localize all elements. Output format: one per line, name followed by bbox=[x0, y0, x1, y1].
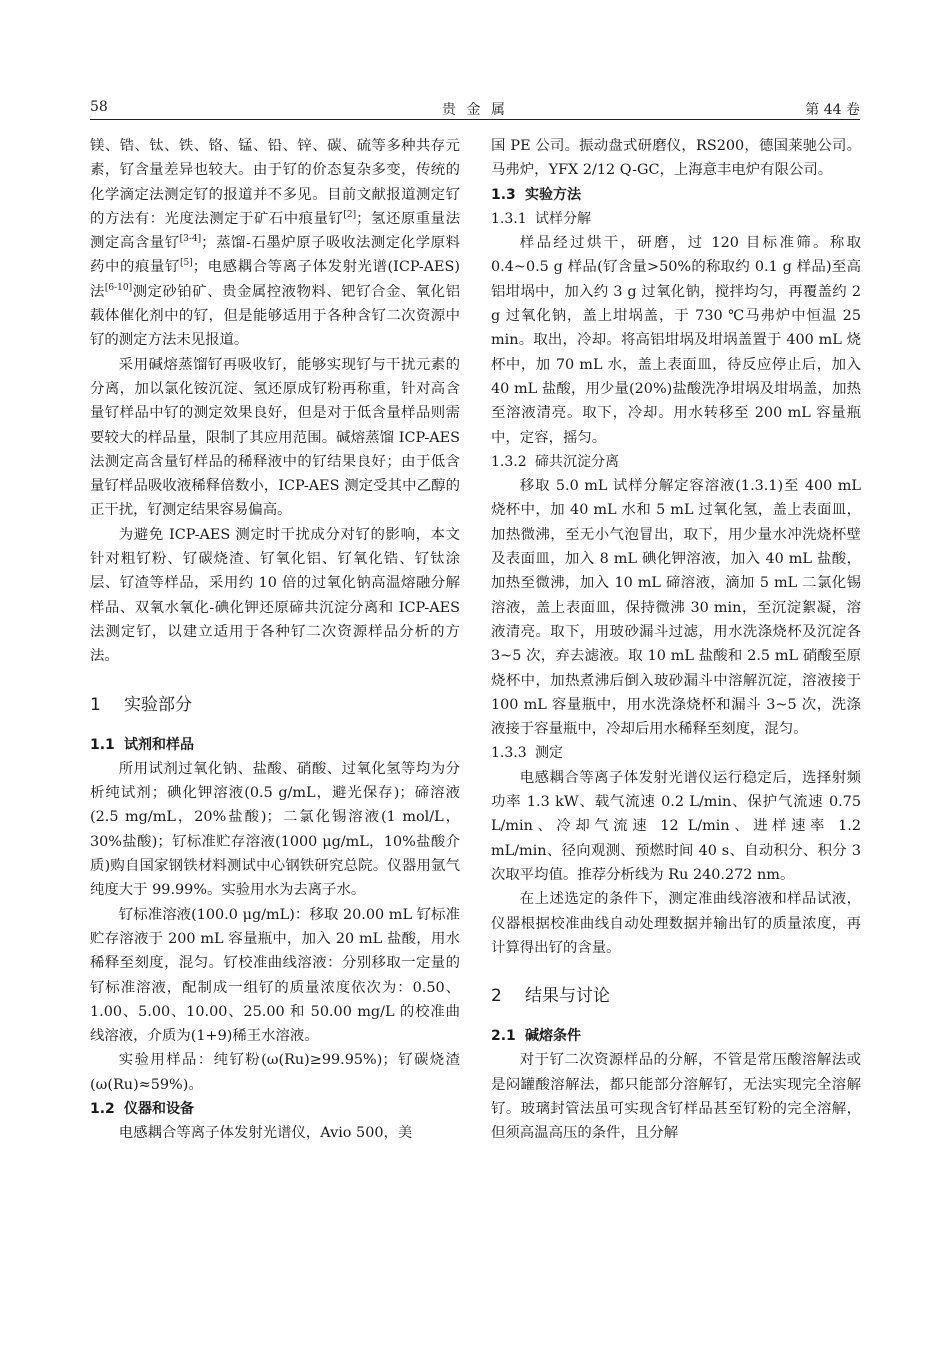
paragraph: 为避免 ICP-AES 测定时干扰成分对钌的影响，本文针对粗钌粉、钌碳烧渣、钌氧化铝、钌氧化锆、钌钛涂层、钌渣等样品，采用约 10 倍的过氧化钠高温熔融分解样品、双氧水氧化-碘化钾还原碲共沉淀分离和 ICP-AES 法测定钌，以建立适用于各种钌二次资源样品分析的方法。 bbox=[90, 526, 460, 665]
paragraph: 对于钌二次资源样品的分解，不管是常压酸溶解法或是闷罐酸溶解法，都只能部分溶解钌，无法实现完全溶解钌。玻璃封管法虽可实现含钌样品甚至钌粉的完全溶解，但须高温高压的条件，且分解 bbox=[491, 1052, 861, 1142]
citation: [3-4] bbox=[179, 234, 202, 245]
subsubsection-heading: 1.3.3 测定 bbox=[491, 745, 563, 762]
citation: [6-10] bbox=[104, 282, 133, 293]
subsection-heading: 1.1 试剂和样品 bbox=[90, 736, 194, 753]
paragraph: 实验用样品：纯钌粉(ω(Ru)≥99.95%)；钌碳烧渣(ω(Ru)≈59%)。 bbox=[90, 1052, 460, 1093]
subsection-heading: 1.2 仪器和设备 bbox=[90, 1100, 194, 1117]
paragraph: 样品经过烘干，研磨，过 120 目标准筛。称取 0.4~0.5 g 样品(钌含量>50%的称取约 0.1 g 样品)至高铝坩埚中，加入约 3 g 过氧化钠，搅拌均匀，再覆盖约 2 g 过氧化钠，盖上坩埚盖，于 730 ℃马弗炉中恒温 25 min。取出，冷却。将高铝坩埚及坩埚盖置于 400 mL 烧杯中，加 70 mL 水，盖上表面皿，待反应停止后，加入 40 mL 盐酸，用少量(20%)盐酸洗净坩埚及坩埚盖，加热至溶液清亮。取下，冷却。用水转移至 200 mL 容量瓶中，定容，摇匀。 bbox=[491, 235, 861, 446]
subsubsection-heading: 1.3.2 碲共沉淀分离 bbox=[491, 453, 619, 470]
section-heading: 1 实验部分 bbox=[90, 694, 192, 715]
paragraph: 移取 5.0 mL 试样分解定容溶液(1.3.1)至 400 mL 烧杯中，加 40 mL 水和 5 mL 过氧化氢，盖上表面皿，加热微沸，至无小气泡冒出，取下，用少量水冲洗烧杯壁及表面皿，加入 8 mL 碘化钾溶液，加入 40 mL 盐酸，加热至微沸，加入 10 mL 碲溶液，滴加 5 mL 二氯化锡溶液，盖上表面皿，保持微沸 30 min，至沉淀絮凝，溶液清亮。取下，用玻砂漏斗过滤，用水洗涤烧杯及沉淀各 3~5 次，弃去滤液。取 10 mL 盐酸和 2.5 mL 硝酸至原烧杯中，加热煮沸后倒入玻砂漏斗中溶解沉淀，溶液接于 100 mL 容量瓶中，用水洗涤烧杯和漏斗 3~5 次，洗涤液接于容量瓶中，冷却后用水稀释至刻度，混匀。 bbox=[491, 478, 861, 738]
section-heading: 2 结果与讨论 bbox=[491, 986, 610, 1007]
paragraph: 所用试剂过氧化钠、盐酸、硝酸、过氧化氢等均为分析纯试剂；碘化钾溶液(0.5 g/mL，避光保存)；碲溶液(2.5 mg/mL，20%盐酸)；二氯化锡溶液(1 mol/L，30%盐酸)；钌标准贮存溶液(1000 μg/mL，10%盐酸介质)购自国家钢铁材料测试中心钢铁研究总院。仪器用氩气纯度大于 99.99%。实验用水为去离子水。 bbox=[90, 760, 460, 899]
journal-title: 贵 金 属 bbox=[442, 102, 508, 118]
citation: [5] bbox=[179, 258, 193, 269]
citation: [2] bbox=[343, 210, 357, 221]
paragraph: 采用碱熔蒸馏钌再吸收钌，能够实现钌与干扰元素的分离，加以氯化铵沉淀、氢还原成钌粉再称重，针对高含量钌样品中钌的测定效果良好，但是对于低含量样品则需要较大的样品量，限制了其应用范围。碱熔蒸馏 ICP-AES 法测定高含量钌样品的稀释液中的钌结果良好；由于低含量钌样品吸收液稀释倍数小，ICP-AES 测定受其中乙醇的正干扰，钌测定结果容易偏高。 bbox=[90, 356, 460, 519]
running-header bbox=[90, 99, 860, 120]
subsection-heading: 2.1 碱熔条件 bbox=[491, 1028, 581, 1045]
paragraph: 电感耦合等离子体发射光谱仪，Avio 500，美 bbox=[118, 1125, 413, 1142]
right-column bbox=[491, 134, 861, 1146]
paragraph: 在上述选定的条件下，测定准曲线溶液和样品试液，仪器根据校准曲线自动处理数据并输出钌的质量浓度，再计算得出钌的含量。 bbox=[491, 891, 861, 956]
paragraph: 钌标准溶液(100.0 μg/mL)：移取 20.00 mL 钌标准贮存溶液于 200 mL 容量瓶中，加入 20 mL 盐酸，用水稀释至刻度，混匀。钌校准曲线溶液：分别移取一定量的钌标准溶液，配制成一组钌的质量浓度依次为：0.50、1.00、5.00、10.00、25.00 和 50.00 mg/L 的校准曲线溶液，介质为(1+9)稀王水溶液。 bbox=[90, 906, 460, 1045]
page-number: 58 bbox=[90, 99, 108, 115]
paragraph: 镁、锆、钛、铁、铬、锰、铅、锌、碳、硫等多种共存元素，钌含量差异也较大。由于钌的价态复杂多变，传统的化学滴定法测定钌的报道并不多见。目前文献报道测定钌的方法有：光度法测定于矿石中痕量钌[2]；氢还原重量法测定高含量钌[3-4]；蒸馏-石墨炉原子吸收法测定化学原料药中的痕量钌[5]；电感耦合等离子体发射光谱(ICP-AES)法[6-10]测定砂铂矿、贵金属控液物料、钯钌合金、氧化铝载体催化剂中的钌，但是能够适用于各种含钌二次资源中钌的测定方法未见报道。 bbox=[90, 138, 460, 349]
paragraph: 国 PE 公司。振动盘式研磨仪，RS200，德国莱驰公司。马弗炉，YFX 2/12 Q-GC，上海意丰电炉有限公司。 bbox=[491, 138, 861, 179]
subsection-heading: 1.3 实验方法 bbox=[491, 186, 581, 203]
left-column bbox=[90, 134, 460, 1146]
subsubsection-heading: 1.3.1 试样分解 bbox=[491, 210, 591, 227]
paragraph: 电感耦合等离子体发射光谱仪运行稳定后，选择射频功率 1.3 kW、载气流速 0.2 L/min、保护气流速 0.75 L/min、冷却气流速 12 L/min、进样速率 1.2 mL/min、径向观测、预燃时间 40 s、自动积分、积分 3 次取平均值。推荐分析线为 Ru 240.272 nm。 bbox=[491, 769, 861, 883]
volume-label: 第 44 卷 bbox=[805, 102, 860, 118]
